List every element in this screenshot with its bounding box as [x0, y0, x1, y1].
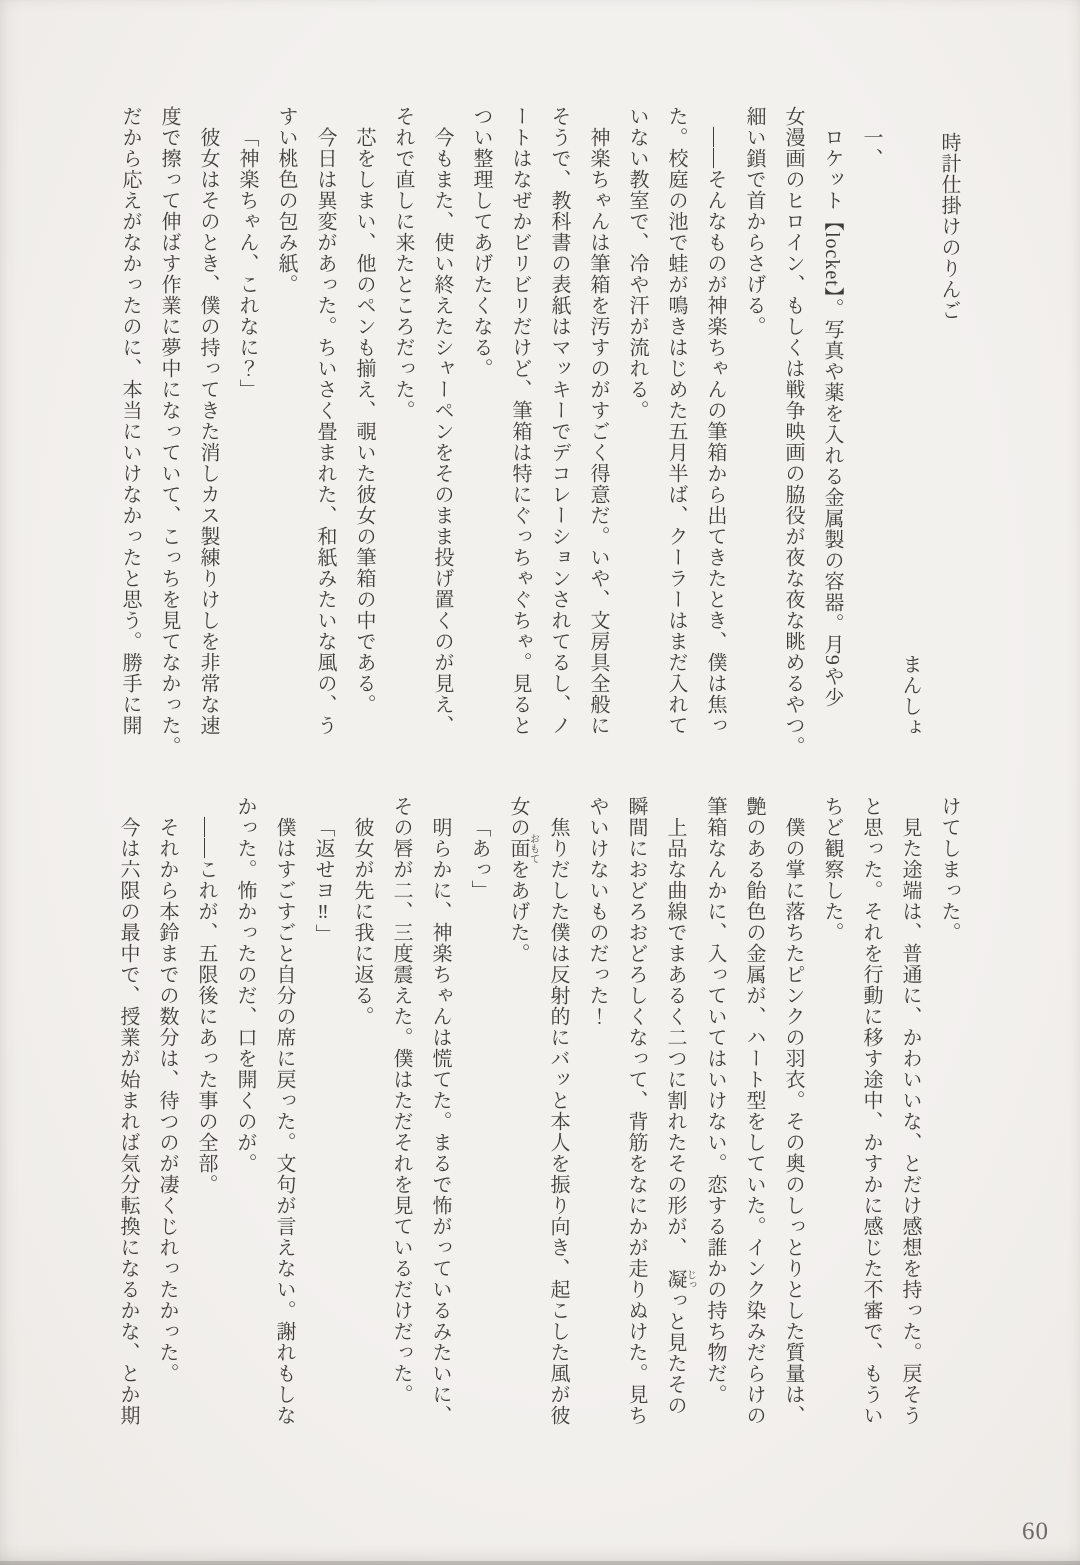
text-line: 女の面おもてをあげた。 — [507, 796, 539, 964]
text-line: 神楽ちゃんは筆箱を汚すのがすごく得意だ。いや、文房具全般に — [587, 127, 609, 736]
text-line: 艶のある飴色の金属が、ハート型をしていた。インク染みだらけの — [743, 796, 765, 1426]
text-line: すい桃色の包み紙。 — [275, 106, 297, 295]
page-number: 60 — [1022, 1518, 1049, 1545]
text-line: 女漫画のヒロイン、もしくは戦争映画の脇役が夜な夜な眺めるやつ。 — [782, 106, 804, 757]
text-line: 度で擦って伸ばす作業に夢中になっていて、こっちを見てなかった。 — [158, 106, 180, 757]
text-line: た。校庭の池で蛙が鳴きはじめた五月半ば、クーラーはまだ入れて — [665, 106, 687, 736]
text-line: 「神楽ちゃん、これなに？」 — [236, 127, 258, 400]
text-line: 今日は異変があった。ちいさく畳まれた、和紙みたいな風の、う — [314, 127, 336, 736]
text-line: ——そんなものが神楽ちゃんの筆箱から出てきたとき、僕は焦っ — [704, 127, 726, 736]
text-line: ートはなぜかビリビリだけど、筆箱は特にぐっちゃぐちゃ。見ると — [509, 106, 531, 736]
text-line: 彼女はそのとき、僕の持ってきた消しカス製練りけしを非常な速 — [197, 127, 219, 736]
vertical-text-block-bottom — [108, 796, 968, 1448]
text-line: 細い鎖で首からさげる。 — [743, 106, 765, 337]
text-line: と思った。それを行動に移す途中、かすかに感じた不審で、もうい — [860, 796, 882, 1426]
vertical-text-block-top — [110, 106, 968, 757]
text-line: 焦りだした僕は反射的にバッと本人を振り向き、起こした風が彼 — [547, 817, 569, 1426]
text-line: それで直しに来たところだった。 — [392, 106, 414, 421]
text-line: まんしょ — [899, 654, 921, 738]
text-line: 今は六限の最中で、授業が始まれば気分転換になるかな、とか期 — [117, 817, 139, 1426]
text-line: だから応えがなかったのに、本当にいけなかったと思う。勝手に開 — [119, 106, 141, 736]
text-line: ロケット【locket】。写真や薬を入れる金属製の容器。月9や少 — [821, 127, 843, 708]
text-line: 彼女が先に我に返る。 — [351, 817, 373, 1027]
text-line: けてしまった。 — [938, 796, 960, 943]
text-line: 瞬間におどろおどろしくなって、背筋をなにかが走りぬけた。見ち — [625, 796, 647, 1426]
text-line: 「あっ」 — [468, 817, 490, 901]
text-line: 明らかに、神楽ちゃんは慌てた。まるで怖がっているみたいに、 — [429, 817, 451, 1426]
text-line: そうで、教科書の表紙はマッキーでデコレーションされてるし、ノ — [548, 106, 570, 736]
text-line: かった。怖かったのだ、口を開くのが。 — [234, 796, 256, 1174]
text-line: やいけないものだった！ — [586, 796, 608, 1027]
text-line: ——これが、五限後にあった事の全部。 — [195, 817, 217, 1195]
text-line: 「返せヨ‼」 — [312, 817, 334, 945]
text-line: 僕の掌に落ちたピンクの羽衣。その奥のしっとりとした質量は、 — [782, 817, 804, 1426]
text-line: いない教室で、冷や汗が流れる。 — [626, 106, 648, 421]
text-line: 僕はすごすごと自分の席に戻った。文句が言えない。謝れもしな — [273, 817, 295, 1426]
text-line: その唇が二、三度震えた。僕はただそれを見ているだけだった。 — [390, 796, 412, 1405]
text-line: 筆箱なんかに、入っていてはいけない。恋する誰かの持ち物だ。 — [704, 796, 726, 1405]
text-line: 芯をしまい、他のペンも揃え、覗いた彼女の筆箱の中である。 — [353, 127, 375, 715]
text-line: 今もまた、使い終えたシャーペンをそのまま投げ置くのが見え、 — [431, 127, 453, 736]
text-line: 一、 — [860, 127, 882, 169]
text-line: つい整理してあげたくなる。 — [470, 106, 492, 379]
text-line: 見た途端は、普通に、かわいいな、とだけ感想を持った。戻そう — [899, 817, 921, 1426]
text-line: ちど観察した。 — [821, 796, 843, 943]
text-line: 時計仕掛けのりんご — [938, 132, 960, 321]
text-line: 上品な曲線でまあるく二つに割れたその形が、 凝じっっと見たその — [664, 817, 696, 1416]
text-line: それから本鈴までの数分は、待つのが凄くじれったかった。 — [156, 817, 178, 1384]
